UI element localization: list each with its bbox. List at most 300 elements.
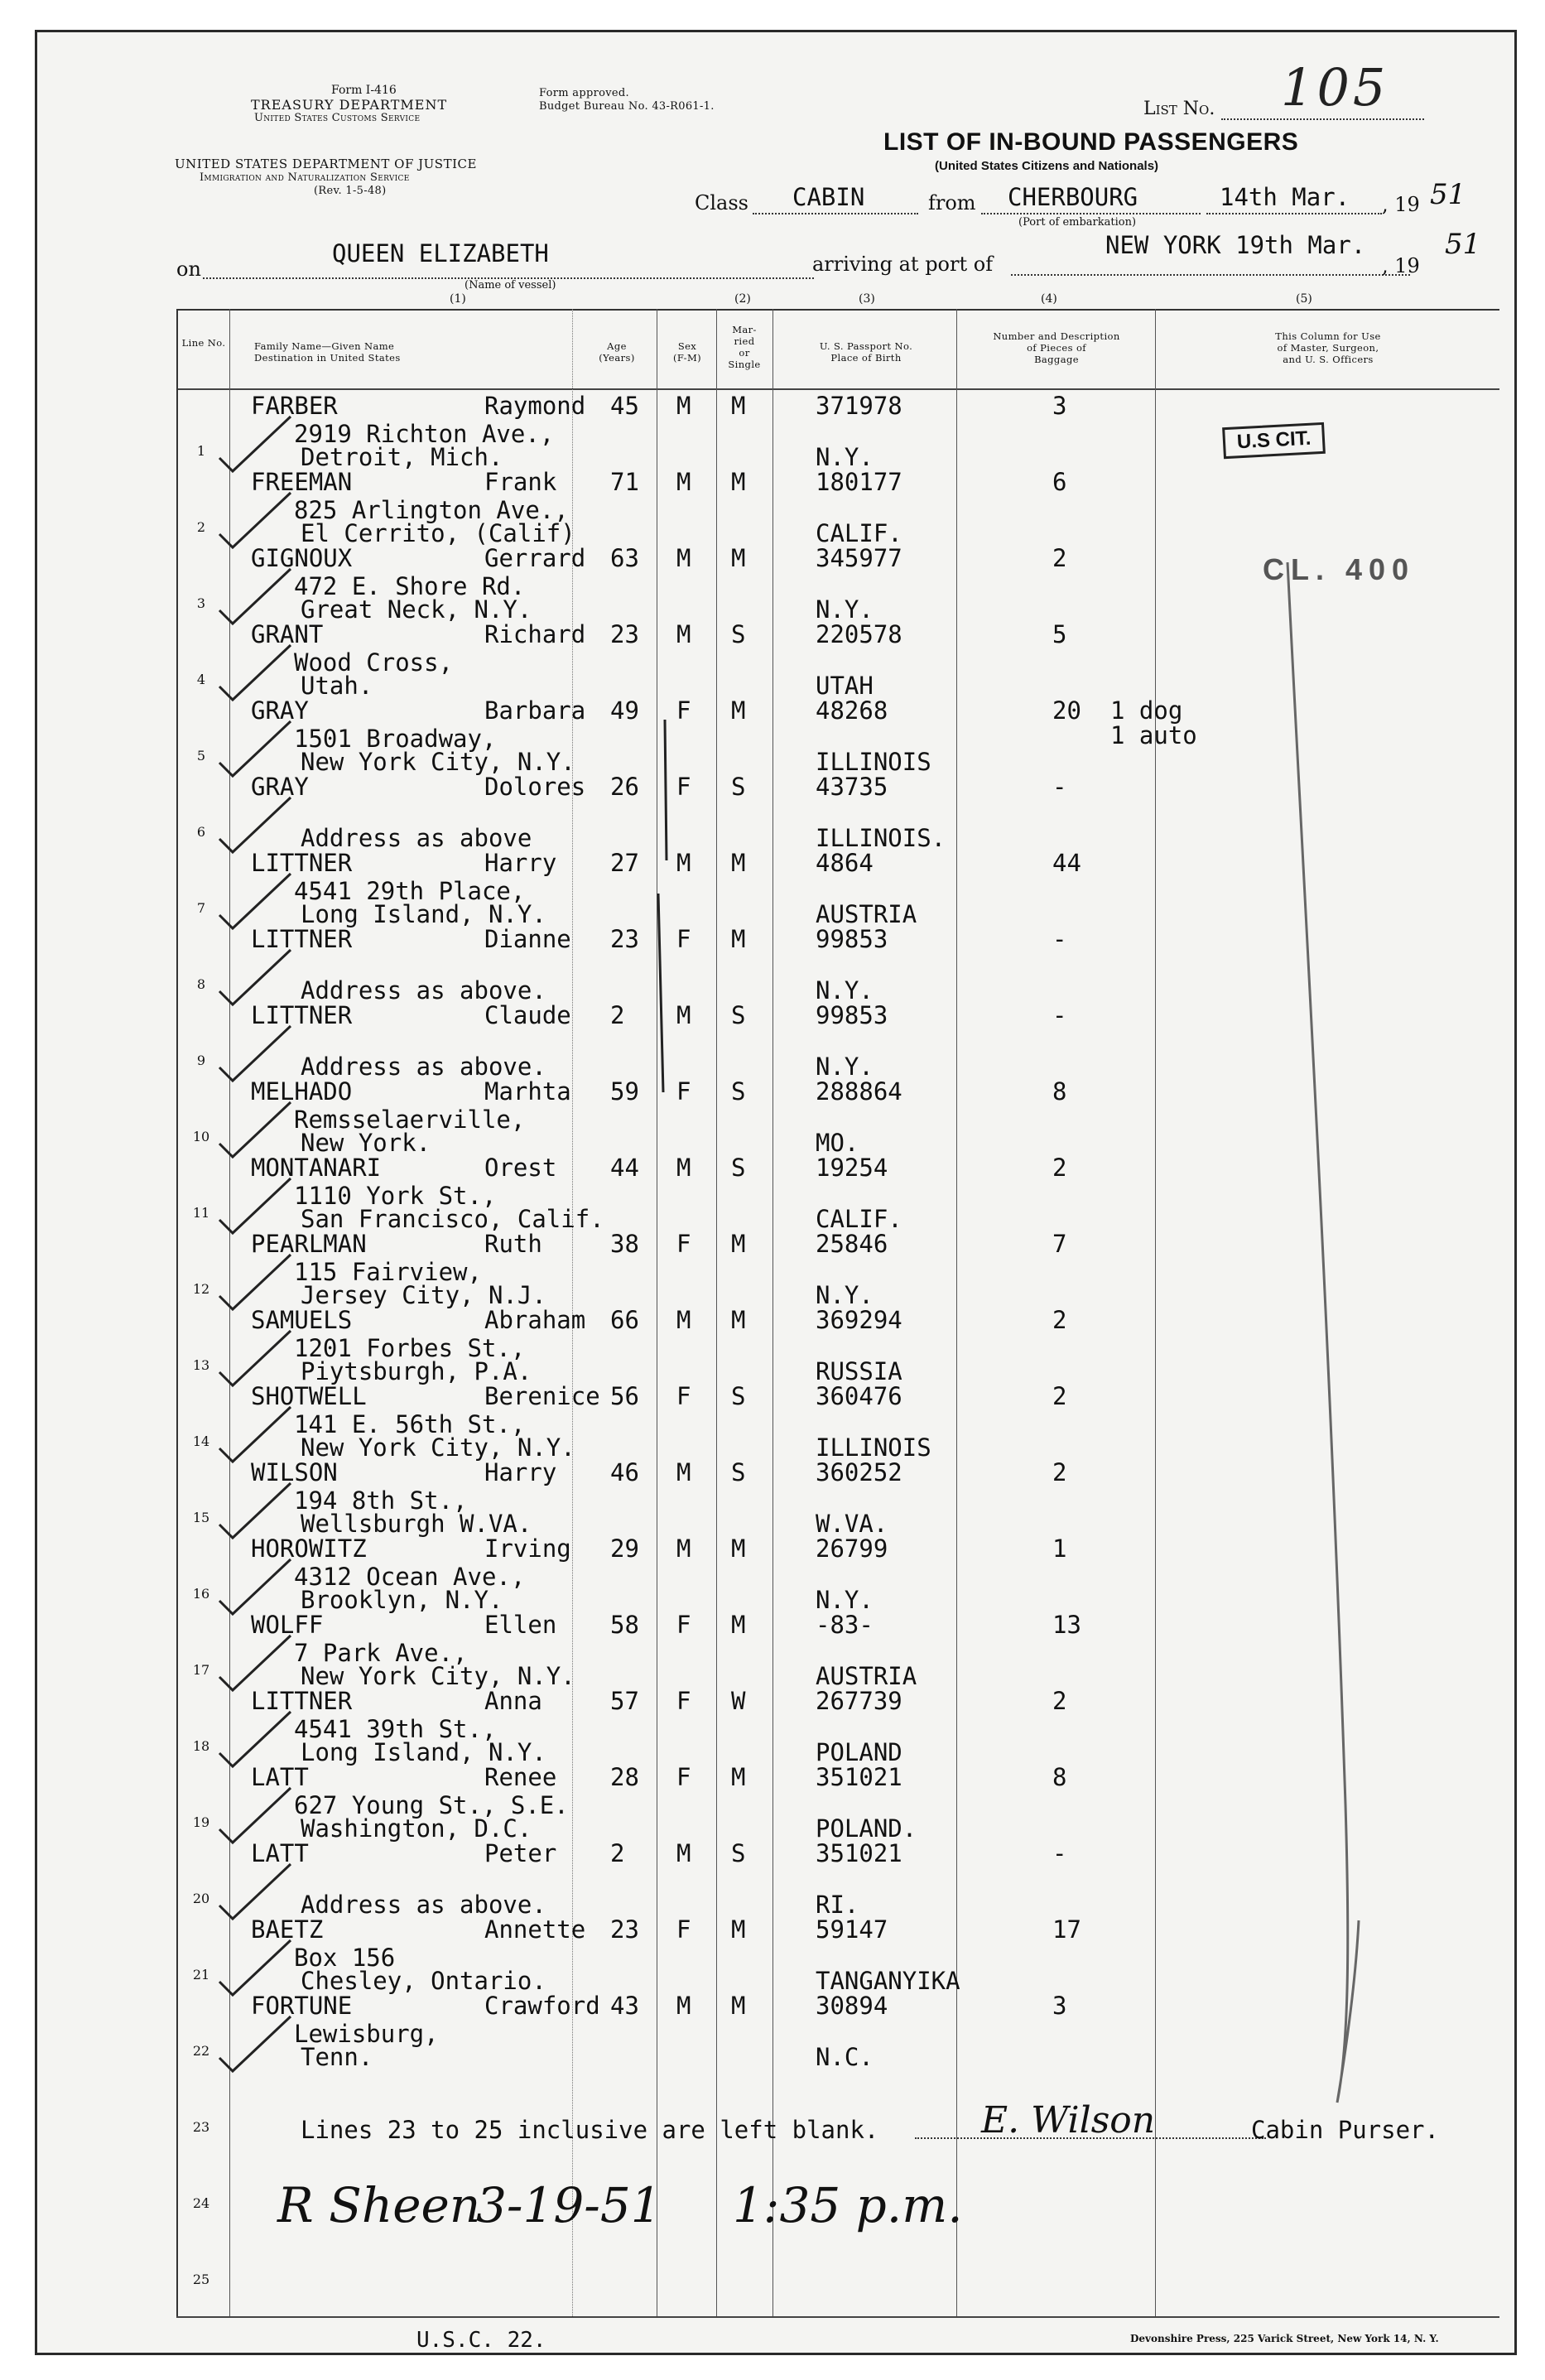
passport-no: 360252 <box>816 1458 902 1486</box>
family-name: GRAY <box>251 696 309 725</box>
check-mark-icon <box>211 408 302 475</box>
age: 23 <box>610 1915 639 1944</box>
sex: M <box>676 544 691 572</box>
age: 44 <box>610 1154 639 1182</box>
family-name: GRANT <box>251 620 324 648</box>
family-name: LATT <box>251 1839 309 1867</box>
given-name: Anna <box>484 1687 542 1715</box>
sex: M <box>676 1458 691 1486</box>
line-number: 1 <box>196 443 206 459</box>
address-line-1: 4541 39th St., <box>294 1715 497 1743</box>
on-label: on <box>176 258 201 281</box>
passport-no: 267739 <box>816 1687 902 1715</box>
passport-no: 43735 <box>816 773 888 801</box>
vessel-name: QUEEN ELIZABETH <box>332 239 549 267</box>
sex: M <box>676 1992 691 2020</box>
passport-no: 220578 <box>816 620 902 648</box>
line-number: 20 <box>192 1891 210 1906</box>
check-mark-icon <box>211 1094 302 1160</box>
sex: M <box>676 468 691 496</box>
place-of-birth: ILLINOIS. <box>816 824 946 852</box>
family-name: GIGNOUX <box>251 544 353 572</box>
address-line-2: New York. <box>301 1129 431 1157</box>
family-name: SHOTWELL <box>251 1382 367 1410</box>
family-name: LITTNER <box>251 925 353 953</box>
baggage-count: 5 <box>1052 620 1067 648</box>
age: 2 <box>610 1839 625 1867</box>
passport-no: 360476 <box>816 1382 902 1410</box>
given-name: Gerrard <box>484 544 586 572</box>
marital-status: S <box>731 1077 746 1106</box>
check-mark-icon <box>211 1551 302 1617</box>
check-mark-icon <box>211 1780 302 1846</box>
check-mark-icon <box>211 865 302 932</box>
marital-status: M <box>731 1306 746 1334</box>
col-number-1: (1) <box>450 292 466 306</box>
hdr-baggage: Number and Description of Pieces of Baggage <box>993 330 1120 365</box>
baggage-count: - <box>1052 1839 1067 1867</box>
marital-status: M <box>731 849 746 877</box>
baggage-count: 7 <box>1052 1230 1067 1258</box>
marital-status: S <box>731 1382 746 1410</box>
check-mark-icon <box>211 1170 302 1236</box>
officer-mark: CL. 400 <box>1263 552 1416 586</box>
sex: M <box>676 620 691 648</box>
line-number: 18 <box>192 1738 210 1754</box>
marital-status: M <box>731 696 746 725</box>
place-of-birth: AUSTRIA <box>816 900 917 928</box>
treasury-label: TREASURY DEPARTMENT <box>251 97 448 113</box>
usc-number: U.S.C. 22. <box>416 2328 546 2353</box>
address-line-2: Utah. <box>301 672 373 700</box>
address-line-2: Jersey City, N.J. <box>301 1281 546 1309</box>
list-no-label: List No. <box>1143 99 1215 119</box>
departure-date: 14th Mar. <box>1220 183 1350 211</box>
age: 38 <box>610 1230 639 1258</box>
line-number: 19 <box>192 1814 210 1830</box>
check-mark-icon <box>211 1627 302 1693</box>
baggage-count: 1 <box>1052 1534 1067 1563</box>
address-line-2: Long Island, N.Y. <box>301 900 546 928</box>
given-name: Ellen <box>484 1611 557 1639</box>
passport-no: 371978 <box>816 392 902 420</box>
address-line-1: 627 Young St., S.E. <box>294 1791 569 1819</box>
address-line-1: 2919 Richton Ave., <box>294 420 555 448</box>
line-number: 7 <box>196 900 206 916</box>
col-number-2: (2) <box>734 292 751 306</box>
printer-credit: Devonshire Press, 225 Varick Street, New York 14, N. Y. <box>1130 2333 1439 2344</box>
sex: F <box>676 1763 691 1791</box>
check-mark-icon <box>211 1399 302 1465</box>
baggage-extra: 1 dog <box>1110 696 1183 725</box>
given-name: Irving <box>484 1534 571 1563</box>
passport-no: 59147 <box>816 1915 888 1944</box>
marital-status: M <box>731 544 746 572</box>
customs-label: United States Customs Service <box>254 112 421 124</box>
age: 27 <box>610 849 639 877</box>
age: 46 <box>610 1458 639 1486</box>
col-number-5: (5) <box>1296 292 1312 306</box>
sex: F <box>676 1230 691 1258</box>
place-of-birth: TANGANYIKA <box>816 1967 960 1995</box>
place-of-birth: AUSTRIA <box>816 1662 917 1690</box>
baggage-count: 17 <box>1052 1915 1081 1944</box>
marital-status: M <box>731 1992 746 2020</box>
baggage-count: 3 <box>1052 1992 1067 2020</box>
passport-no: 99853 <box>816 925 888 953</box>
port-embark-note: (Port of embarkation) <box>1018 216 1137 229</box>
place-of-birth: ILLINOIS <box>816 1433 931 1462</box>
check-mark-icon <box>211 2008 302 2074</box>
check-mark-icon <box>211 1703 302 1770</box>
address-line-1: 1201 Forbes St., <box>294 1334 526 1362</box>
family-name: FORTUNE <box>251 1992 353 2020</box>
revision-label: (Rev. 1-5-48) <box>314 185 387 197</box>
line-number: 22 <box>192 2043 210 2059</box>
sex: M <box>676 1306 691 1334</box>
line-number: 6 <box>196 824 206 840</box>
hdr-officer-use: This Column for Use of Master, Surgeon, and U. S. Officers <box>1275 330 1381 365</box>
family-name: MELHADO <box>251 1077 353 1106</box>
line-number: 21 <box>192 1967 210 1983</box>
age: 63 <box>610 544 639 572</box>
family-name: LITTNER <box>251 849 353 877</box>
address-line-2: Address as above. <box>301 1891 546 1919</box>
baggage-count: 3 <box>1052 392 1067 420</box>
check-mark-icon <box>211 1475 302 1541</box>
address-line-1: 1110 York St., <box>294 1182 497 1210</box>
given-name: Richard <box>484 620 586 648</box>
address-line-1: 7 Park Ave., <box>294 1639 468 1667</box>
address-line-2: New York City, N.Y. <box>301 1662 575 1690</box>
purser-signature: E. Wilson <box>981 2099 1156 2142</box>
family-name: MONTANARI <box>251 1154 382 1182</box>
marital-status: M <box>731 1611 746 1639</box>
hdr-married: Mar- ried or Single <box>728 324 761 370</box>
age: 43 <box>610 1992 639 2020</box>
address-line-1: Box 156 <box>294 1944 396 1972</box>
line-number: 15 <box>192 1510 210 1525</box>
line-number: 11 <box>192 1205 210 1221</box>
baggage-count: - <box>1052 925 1067 953</box>
vessel-note: (Name of vessel) <box>464 279 556 291</box>
marital-status: W <box>731 1687 746 1715</box>
doj-label: UNITED STATES DEPARTMENT OF JUSTICE <box>175 157 477 171</box>
arriving-label: arriving at port of <box>812 253 994 276</box>
age: 45 <box>610 392 639 420</box>
address-line-2: Long Island, N.Y. <box>301 1738 546 1766</box>
given-name: Crawford <box>484 1992 600 2020</box>
class-label: Class <box>695 191 748 214</box>
passport-no: 25846 <box>816 1230 888 1258</box>
line-number: 2 <box>196 519 206 535</box>
line-number: 8 <box>196 976 206 992</box>
list-no-value: 105 <box>1281 57 1389 118</box>
address-line-1: 115 Fairview, <box>294 1258 482 1286</box>
arrival-year: 51 <box>1445 228 1481 261</box>
place-of-birth: N.C. <box>816 2043 874 2071</box>
baggage-count: 6 <box>1052 468 1067 496</box>
check-mark-icon <box>211 1018 302 1084</box>
address-line-2: Great Neck, N.Y. <box>301 595 532 624</box>
passport-no: 99853 <box>816 1001 888 1029</box>
line-number: 5 <box>196 748 206 764</box>
sex: M <box>676 1154 691 1182</box>
place-of-birth: N.Y. <box>816 595 874 624</box>
place-of-birth: N.Y. <box>816 976 874 1005</box>
sex: M <box>676 1839 691 1867</box>
ins-label: Immigration and Naturalization Service <box>200 171 410 184</box>
sex: M <box>676 1534 691 1563</box>
hdr-line-no: Line No. <box>181 337 226 349</box>
departure-year: 51 <box>1430 178 1466 211</box>
age: 26 <box>610 773 639 801</box>
sex: F <box>676 1382 691 1410</box>
baggage-count: 20 <box>1052 696 1081 725</box>
family-name: SAMUELS <box>251 1306 353 1334</box>
col-number-3: (3) <box>859 292 875 306</box>
form-number: Form I-416 <box>331 84 397 97</box>
line-number: 25 <box>192 2272 210 2287</box>
marital-status: M <box>731 392 746 420</box>
line-number: 9 <box>196 1053 206 1068</box>
check-mark-icon <box>211 1932 302 1998</box>
baggage-count: 8 <box>1052 1763 1067 1791</box>
col-number-4: (4) <box>1041 292 1057 306</box>
given-name: Orest <box>484 1154 557 1182</box>
form-approved: Form approved. <box>539 87 629 99</box>
marital-status: M <box>731 1230 746 1258</box>
age: 66 <box>610 1306 639 1334</box>
family-name: WOLFF <box>251 1611 324 1639</box>
check-mark-icon <box>211 1246 302 1313</box>
year-prefix: , 19 <box>1382 193 1420 216</box>
family-name: FARBER <box>251 392 338 420</box>
line-number: 23 <box>192 2119 210 2135</box>
address-line-2: Address as above. <box>301 976 546 1005</box>
blank-lines-note: Lines 23 to 25 inclusive are left blank. <box>301 2116 879 2144</box>
line-number: 3 <box>196 595 206 611</box>
passport-no: 48268 <box>816 696 888 725</box>
baggage-count: 2 <box>1052 1458 1067 1486</box>
check-mark-icon <box>211 942 302 1008</box>
address-line-2: San Francisco, Calif. <box>301 1205 604 1233</box>
line-number: 12 <box>192 1281 210 1297</box>
sex: F <box>676 1915 691 1944</box>
bracket-mark <box>650 720 683 1101</box>
place-of-birth: ILLINOIS <box>816 748 931 776</box>
baggage-extra: 1 auto <box>1110 721 1197 749</box>
check-mark-icon <box>211 1322 302 1389</box>
place-of-birth: MO. <box>816 1129 859 1157</box>
age: 71 <box>610 468 639 496</box>
address-line-1: 194 8th St., <box>294 1486 468 1515</box>
line-number: 24 <box>192 2195 210 2211</box>
baggage-count: 2 <box>1052 1382 1067 1410</box>
hdr-age: Age (Years) <box>599 340 635 364</box>
passport-no: 351021 <box>816 1763 902 1791</box>
budget-bureau: Budget Bureau No. 43-R061-1. <box>539 100 715 113</box>
baggage-count: 2 <box>1052 544 1067 572</box>
line-number: 14 <box>192 1433 210 1449</box>
inspection-time: 1:35 p.m. <box>733 2177 963 2233</box>
place-of-birth: CALIF. <box>816 1205 902 1233</box>
marital-status: S <box>731 620 746 648</box>
arrival-port-date: NEW YORK 19th Mar. <box>1105 231 1366 259</box>
given-name: Ruth <box>484 1230 542 1258</box>
address-line-1: 1501 Broadway, <box>294 725 497 753</box>
family-name: LATT <box>251 1763 309 1791</box>
age: 56 <box>610 1382 639 1410</box>
given-name: Peter <box>484 1839 557 1867</box>
family-name: LITTNER <box>251 1687 353 1715</box>
age: 23 <box>610 925 639 953</box>
baggage-count: - <box>1052 1001 1067 1029</box>
place-of-birth: UTAH <box>816 672 874 700</box>
address-line-1: Lewisburg, <box>294 2020 439 2048</box>
age: 49 <box>610 696 639 725</box>
purser-title: Cabin Purser. <box>1251 2116 1439 2144</box>
place-of-birth: POLAND. <box>816 1814 917 1843</box>
place-of-birth: RUSSIA <box>816 1357 902 1385</box>
address-line-2: Wellsburgh W.VA. <box>301 1510 532 1538</box>
passport-no: 351021 <box>816 1839 902 1867</box>
given-name: Marhta <box>484 1077 571 1106</box>
given-name: Harry <box>484 1458 557 1486</box>
place-of-birth: N.Y. <box>816 1281 874 1309</box>
list-title: LIST OF IN-BOUND PASSENGERS <box>883 128 1299 156</box>
given-name: Annette <box>484 1915 586 1944</box>
place-of-birth: POLAND <box>816 1738 902 1766</box>
baggage-count: 2 <box>1052 1306 1067 1334</box>
baggage-count: 2 <box>1052 1687 1067 1715</box>
passport-no: 369294 <box>816 1306 902 1334</box>
place-of-birth: N.Y. <box>816 1586 874 1614</box>
family-name: GRAY <box>251 773 309 801</box>
address-line-1: 825 Arlington Ave., <box>294 496 569 524</box>
year-prefix-2: , 19 <box>1382 254 1420 277</box>
check-mark-icon <box>211 1856 302 1922</box>
line-number: 13 <box>192 1357 210 1373</box>
passport-no: 4864 <box>816 849 874 877</box>
check-mark-icon <box>211 789 302 855</box>
marital-status: S <box>731 1001 746 1029</box>
sex: M <box>676 849 691 877</box>
baggage-count: 13 <box>1052 1611 1081 1639</box>
passport-no: 345977 <box>816 544 902 572</box>
family-name: WILSON <box>251 1458 338 1486</box>
age: 57 <box>610 1687 639 1715</box>
address-line-2: Address as above <box>301 824 532 852</box>
age: 2 <box>610 1001 625 1029</box>
given-name: Abraham <box>484 1306 586 1334</box>
from-value: CHERBOURG <box>1008 183 1138 211</box>
marital-status: M <box>731 925 746 953</box>
given-name: Frank <box>484 468 557 496</box>
line-number: 10 <box>192 1129 210 1144</box>
sex: M <box>676 392 691 420</box>
address-line-2: New York City, N.Y. <box>301 748 575 776</box>
check-mark-icon <box>211 713 302 779</box>
marital-status: S <box>731 1154 746 1182</box>
marital-status: S <box>731 773 746 801</box>
inspection-date: 3-19-51 <box>476 2177 662 2233</box>
address-line-1: 472 E. Shore Rd. <box>294 572 526 600</box>
passenger-row <box>37 468 1519 547</box>
marital-status: M <box>731 1763 746 1791</box>
sex: F <box>676 1687 691 1715</box>
family-name: FREEMAN <box>251 468 353 496</box>
baggage-count: 8 <box>1052 1077 1067 1106</box>
address-line-2: Tenn. <box>301 2043 373 2071</box>
sex: F <box>676 925 691 953</box>
officer-pencil-stroke <box>1279 562 1370 2119</box>
age: 29 <box>610 1534 639 1563</box>
sex: F <box>676 773 691 801</box>
address-line-2: El Cerrito, (Calif) <box>301 519 575 547</box>
passport-no: 30894 <box>816 1992 888 2020</box>
hdr-sex: Sex (F-M) <box>672 340 702 364</box>
age: 58 <box>610 1611 639 1639</box>
address-line-2: New York City, N.Y. <box>301 1433 575 1462</box>
given-name: Barbara <box>484 696 586 725</box>
age: 59 <box>610 1077 639 1106</box>
check-mark-icon <box>211 637 302 703</box>
address-line-1: 4312 Ocean Ave., <box>294 1563 526 1591</box>
address-line-2: Brooklyn, N.Y. <box>301 1586 503 1614</box>
address-line-1: 4541 29th Place, <box>294 877 526 905</box>
from-label: from <box>928 191 976 214</box>
family-name: HOROWITZ <box>251 1534 367 1563</box>
age: 23 <box>610 620 639 648</box>
address-line-2: Detroit, Mich. <box>301 443 503 471</box>
class-value: CABIN <box>792 183 865 211</box>
passport-no: 19254 <box>816 1154 888 1182</box>
sex: F <box>676 1611 691 1639</box>
list-subtitle: (United States Citizens and Nationals) <box>935 159 1159 173</box>
place-of-birth: CALIF. <box>816 519 902 547</box>
passport-no: 288864 <box>816 1077 902 1106</box>
given-name: Berenice <box>484 1382 600 1410</box>
hdr-passport: U. S. Passport No. Place of Birth <box>819 340 913 364</box>
passport-no: -83- <box>816 1611 874 1639</box>
age: 28 <box>610 1763 639 1791</box>
citizen-stamp: U.S CIT. <box>1222 422 1326 459</box>
check-mark-icon <box>211 484 302 551</box>
address-line-1: 141 E. 56th St., <box>294 1410 526 1438</box>
given-name: Dolores <box>484 773 586 801</box>
family-name: LITTNER <box>251 1001 353 1029</box>
marital-status: M <box>731 1915 746 1944</box>
baggage-count: 2 <box>1052 1154 1067 1182</box>
marital-status: S <box>731 1839 746 1867</box>
place-of-birth: W.VA. <box>816 1510 888 1538</box>
passport-no: 26799 <box>816 1534 888 1563</box>
given-name: Harry <box>484 849 557 877</box>
baggage-count: - <box>1052 773 1067 801</box>
inspector-signature: R Sheen <box>277 2177 481 2233</box>
line-number: 16 <box>192 1586 210 1602</box>
place-of-birth: RI. <box>816 1891 859 1919</box>
hdr-name: Family Name—Given Name Destination in United States <box>254 340 401 364</box>
address-line-2: Piytsburgh, P.A. <box>301 1357 532 1385</box>
marital-status: M <box>731 1534 746 1563</box>
manifest-page <box>35 30 1517 2355</box>
line-number: 17 <box>192 1662 210 1678</box>
address-line-1: Remsselaerville, <box>294 1106 526 1134</box>
address-line-1: Wood Cross, <box>294 648 454 677</box>
family-name: PEARLMAN <box>251 1230 367 1258</box>
